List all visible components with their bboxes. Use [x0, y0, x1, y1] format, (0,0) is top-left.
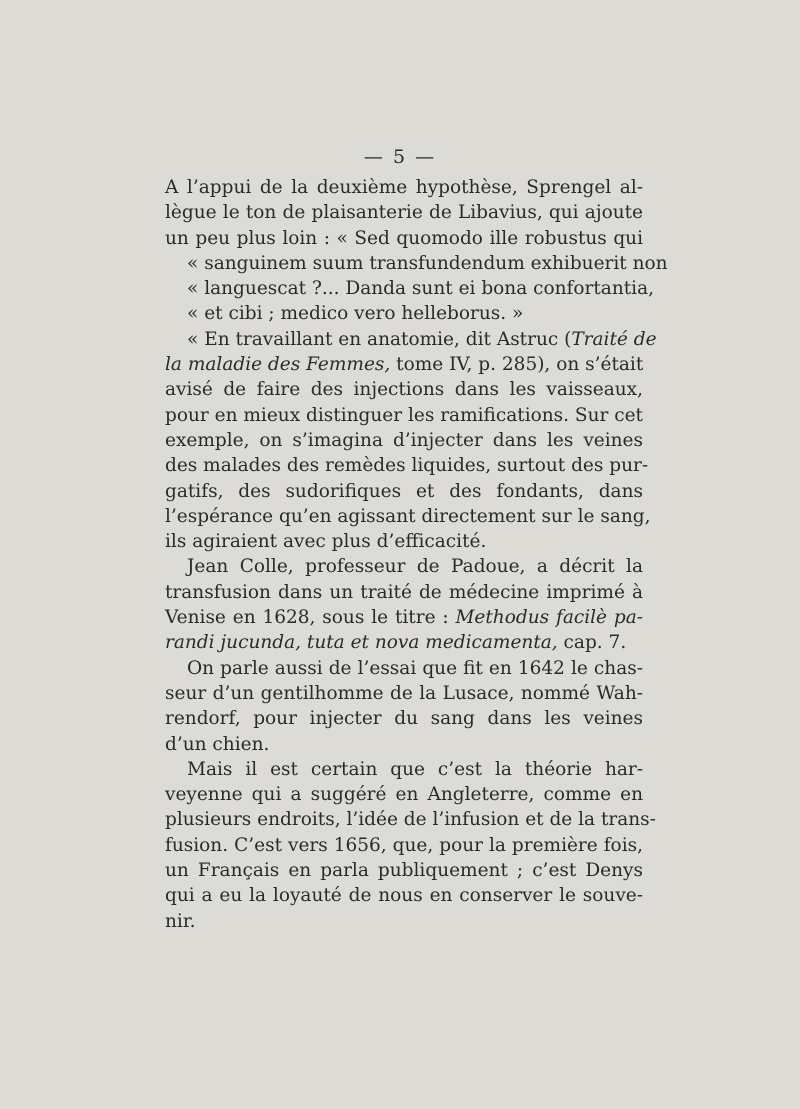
text-line: « sanguinem suum transfundendum exhibuerit non: [187, 252, 668, 274]
body-text: [165, 175, 668, 934]
text-line: A l’appui de la deuxième hypothèse, Sprengel al-: [165, 177, 643, 198]
text-line: « et cibi ; medico vero helleborus. »: [187, 303, 524, 325]
text-line: lègue le ton de plaisanterie de Libavius, qui ajoute: [165, 202, 643, 224]
text-line: Mais il est certain que c’est la théorie har-: [187, 758, 643, 780]
text-line: Jean Colle, professeur de Padoue, a décrit la: [187, 556, 643, 578]
text-line: un peu plus loin : « Sed quomodo ille robustus qui: [165, 227, 643, 249]
text-line: fusion. C’est vers 1656, que, pour la première fois,: [165, 834, 643, 856]
text-line: des malades des remèdes liquides, surtout des pur-: [165, 455, 649, 477]
text-line: ils agiraient avec plus d’efficacité.: [165, 531, 487, 553]
text-line: On parle aussi de l’essai que fit en 1642 le chas-: [187, 657, 643, 679]
text-line: pour en mieux distinguer les ramifications. Sur cet: [165, 404, 643, 426]
text-line: la maladie des Femmes, tome IV, p. 285), on s’était: [165, 354, 644, 376]
page-number: — 5 —: [363, 146, 437, 168]
text-line: nir.: [165, 910, 196, 932]
text-line: randi jucunda, tuta et nova medicamenta, cap. 7.: [165, 632, 627, 654]
text-line: exemple, on s’imagina d’injecter dans les veines: [165, 429, 643, 451]
text-line: Venise en 1628, sous le titre : Methodus facilè pa-: [165, 607, 643, 629]
text-line: veyenne qui a suggéré en Angleterre, comme en: [165, 784, 643, 806]
text-line: gatifs, des sudorifiques et des fondants, dans: [165, 480, 643, 502]
text-line: qui a eu la loyauté de nous en conserver le souve-: [165, 885, 643, 907]
text-line: seur d’un gentilhomme de la Lusace, nommé Wah-: [165, 682, 643, 704]
text-line: un Français en parla publiquement ; c’est Denys: [165, 860, 643, 882]
text-line: avisé de faire des injections dans les vaisseaux,: [165, 379, 643, 401]
text-line: l’espérance qu’en agissant directement sur le sang,: [165, 505, 651, 527]
text-line: plusieurs endroits, l’idée de l’infusion et de la trans-: [165, 809, 656, 831]
text-line: « En travaillant en anatomie, dit Astruc (Traité de: [187, 328, 657, 350]
text-line: d’un chien.: [165, 733, 270, 755]
text-line: rendorf, pour injecter du sang dans les veines: [165, 708, 643, 730]
text-line: « languescat ?... Danda sunt ei bona confortantia,: [187, 278, 655, 300]
text-line: transfusion dans un traité de médecine imprimé à: [165, 581, 643, 603]
